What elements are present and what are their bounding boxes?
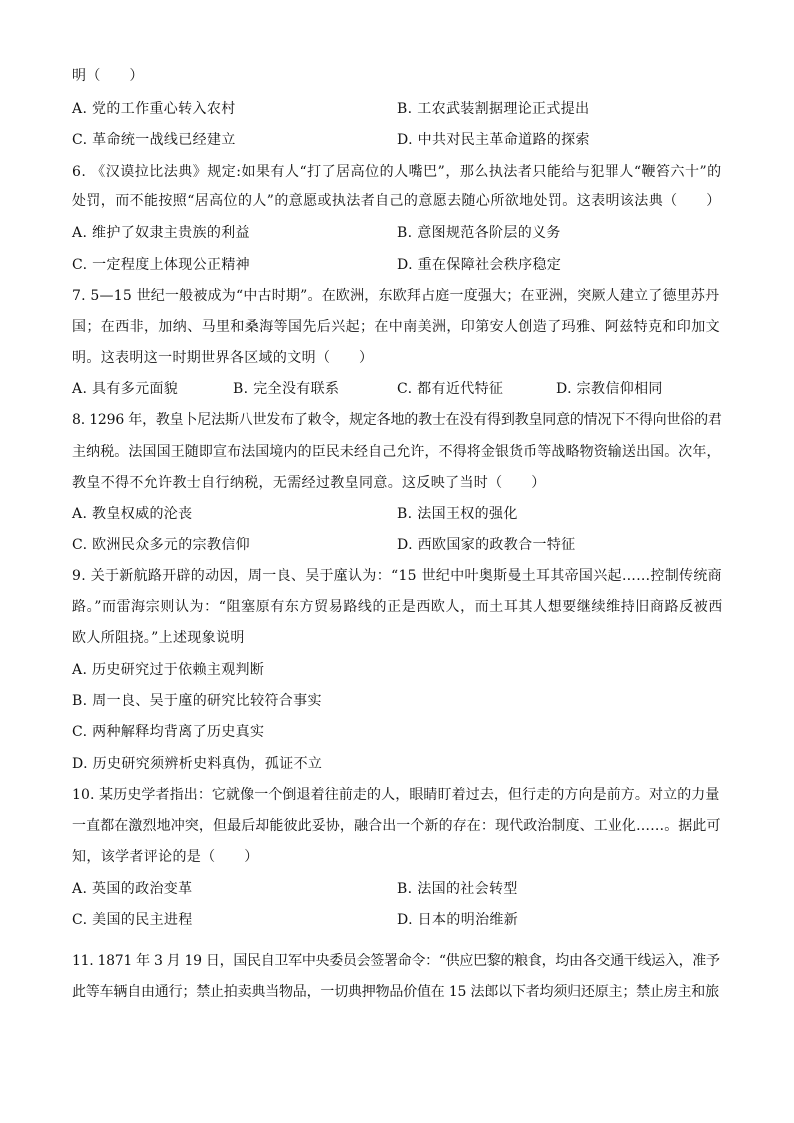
q8-option-d: D. 西欧国家的政教合一特征 <box>397 537 576 553</box>
q8-stem-line-1: 8. 1296 年，教皇卜尼法斯八世发布了敕令，规定各地的教士在没有得到教皇同意的情况下不得向世俗的君 <box>72 412 722 428</box>
q7-stem-line-3: 明。这表明这一时期世界各区域的文明（ ） <box>72 350 374 366</box>
q10-stem-line-2: 一直都在激烈地冲突，但最后却能彼此妥协，融合出一个新的存在：现代政治制度、工业化……。据此可 <box>72 818 721 834</box>
q11-stem-line-1: 11. 1871 年 3 月 19 日，国民自卫军中央委员会签署命令：“供应巴黎的粮食，均由各交通干线运入，准予 <box>72 953 720 969</box>
q6-option-c: C. 一定程度上体现公正精神 <box>72 257 251 273</box>
q5-option-a: A. 党的工作重心转入农村 <box>72 101 236 117</box>
q5-option-c: C. 革命统一战线已经建立 <box>72 132 236 148</box>
q11-stem-line-2: 此等车辆自由通行；禁止拍卖典当物品，一切典押物品价值在 15 法郎以下者均须归还原主；禁止房主和旅 <box>72 984 719 1000</box>
q5-option-d: D. 中共对民主革命道路的探索 <box>397 132 590 148</box>
q10-option-b: B. 法国的社会转型 <box>397 881 518 897</box>
q6-stem-line-1: 6. 《汉谟拉比法典》规定:如果有人“打了居高位的人嘴巴”，那么执法者只能给与犯罪人“鞭笞六十”的 <box>72 164 722 180</box>
q8-option-b: B. 法国王权的强化 <box>397 506 518 522</box>
q8-stem-line-2: 主纳税。法国国王随即宣布法国境内的臣民未经自己允许，不得将金银货币等战略物资输送出国。次年， <box>72 444 721 460</box>
q9-stem-line-1: 9. 关于新航路开辟的动因，周一良、吴于廑认为：“15 世纪中叶奥斯曼土耳其帝国兴起……控制传统商 <box>72 568 722 584</box>
q7-option-c: C. 都有近代特征 <box>397 381 504 397</box>
q10-stem-line-3: 知，该学者评论的是（ ） <box>72 849 259 865</box>
q9-option-d: D. 历史研究须辨析史料真伪，孤证不立 <box>72 756 323 772</box>
q10-option-a: A. 英国的政治变革 <box>72 881 193 897</box>
q7-stem-line-1: 7. 5—15 世纪一般被成为“中古时期”。在欧洲，东欧拜占庭一度强大；在亚洲，突厥人建立了德里苏丹 <box>72 288 720 304</box>
q5-stem-continuation: 明（ ） <box>72 68 144 84</box>
q6-option-a: A. 维护了奴隶主贵族的利益 <box>72 225 250 241</box>
q6-option-d: D. 重在保障社会秩序稳定 <box>397 257 562 273</box>
q9-option-c: C. 两种解释均背离了历史真实 <box>72 724 265 740</box>
q8-stem-line-3: 教皇不得不允许教士自行纳税，无需经过教皇同意。这反映了当时（ ） <box>72 475 546 491</box>
q7-option-a: A. 具有多元面貌 <box>72 381 179 397</box>
q7-option-b: B. 完全没有联系 <box>233 381 340 397</box>
q9-option-a: A. 历史研究过于依赖主观判断 <box>72 662 265 678</box>
q9-stem-line-3: 欧人所阻挠。”上述现象说明 <box>72 630 245 646</box>
q9-stem-line-2: 路。”而雷海宗则认为：“阻塞原有东方贸易路线的正是西欧人，而土耳其人想要继续维持旧商路反被西 <box>72 599 723 615</box>
q10-option-d: D. 日本的明治维新 <box>397 912 519 928</box>
q8-option-a: A. 教皇权威的沦丧 <box>72 506 193 522</box>
q10-option-c: C. 美国的民主进程 <box>72 912 193 928</box>
q6-option-b: B. 意图规范各阶层的义务 <box>397 225 561 241</box>
q5-option-b: B. 工农武装割据理论正式提出 <box>397 101 590 117</box>
q7-stem-line-2: 国；在西非，加纳、马里和桑海等国先后兴起；在中南美洲，印第安人创造了玛雅、阿兹特克和印加文 <box>72 319 720 335</box>
q8-option-c: C. 欧洲民众多元的宗教信仰 <box>72 537 251 553</box>
q10-stem-line-1: 10. 某历史学者指出：它就像一个倒退着往前走的人，眼睛盯着过去，但行走的方向是前方。对立的力量 <box>72 787 720 803</box>
q7-option-d: D. 宗教信仰相同 <box>556 381 663 397</box>
q9-option-b: B. 周一良、吴于廑的研究比较符合事实 <box>72 693 322 709</box>
q6-stem-line-2: 处罚，而不能按照“居高位的人”的意愿或执法者自己的意愿去随心所欲地处罚。这表明该法典（ ） <box>72 193 721 209</box>
